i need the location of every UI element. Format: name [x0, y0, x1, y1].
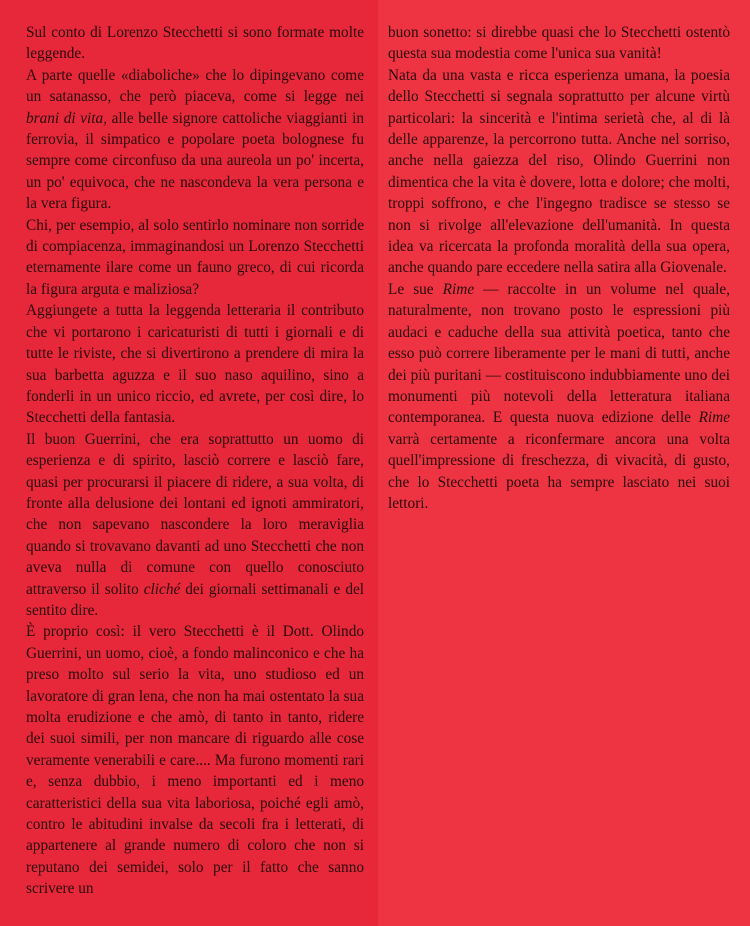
italic-run: cliché — [143, 580, 181, 598]
paragraph — [26, 65, 364, 215]
paragraph — [388, 65, 730, 279]
text-run: buon sonetto: si direbbe quasi che lo Stecchetti ostentò questa sua modestia come l'unica sua vanità! — [388, 24, 730, 63]
paragraph — [388, 279, 730, 514]
text-run: varrà certamente a riconfermare ancora una volta quell'impressione di freschezza, di vivacità, di gusto, che lo Stecchetti poeta ha sempre lasciato nei suoi lettori. — [388, 430, 730, 512]
paragraph — [26, 215, 364, 301]
text-run: dei giornali settimanali e del sentito dire. — [26, 580, 365, 619]
text-run: Nata da una vasta e ricca esperienza umana, la poesia dello Stecchetti si segnala soprattutto per alcune virtù particolari: la sincerità e l'intima serietà che, al di là delle apparenze, la percorrono tutta. Anche nel sorriso, anche nella gaiezza del riso, Olindo Guerrini non dimentica che la vita è dovere, lotta e dolore; che molti, troppi soffrono, e che l'ingegno tradisce se stesso se non si rivolge all'elevazione dell'umanità. In questa idea va ricercata la profonda moralità della sua opera, anche quando pare eccedere nella satira alla Giovenale. — [388, 66, 730, 277]
left-text-column — [26, 22, 364, 900]
italic-run: Rime — [698, 409, 730, 427]
text-run: , alle belle signore cattoliche viaggianti in ferrovia, il simpatico e popolare poeta bolognese fu sempre come circonfuso da una aureola un po' incerta, un po' equivoca, che ne nascondeva la vera persona e la vera figura. — [26, 109, 365, 213]
text-run: Sul conto di Lorenzo Stecchetti si sono formate molte leggende. — [26, 24, 364, 63]
text-run: Le sue — [388, 280, 443, 298]
text-run: Aggiungete a tutta la leggenda letteraria il contributo che vi portarono i caricaturisti di tutti i giornali e di tutte le riviste, che si divertirono a prendere di mira la sua barbetta aguzza e il suo naso aquilino, sino a fonderli in un unico riccio, ed avrete, per così dire, lo Stecchetti della fantasia. — [26, 302, 364, 427]
italic-run: Rime — [442, 280, 475, 298]
italic-run: brani di vita — [26, 109, 104, 127]
text-run: Il buon Guerrini, che era soprattutto un uomo di esperienza e di spirito, lasciò correre e lasciò fare, quasi per procurarsi il piacere di ridere, a sua volta, di fronte alla delusione dei lontani ed ignoti ammiratori, che non sapevano nascondere la loro meraviglia quando si trovavano davanti ad uno Stecchetti che non aveva nulla di comune con quello conosciuto attraverso il solito — [26, 430, 364, 598]
text-run: — raccolte in un volume nel quale, naturalmente, non trovano posto le espressioni più audaci e caduche della sua attività poetica, tanto che esso può correre liberamente per le mani di tutti, anche dei più puritani — costituiscono indubbiamente uno dei monumenti più notevoli della letteratura italiana contemporanea. E questa nuova edizione delle — [388, 280, 730, 427]
paragraph — [26, 300, 364, 428]
right-text-column — [388, 22, 730, 514]
text-run: A parte quelle «diaboliche» che lo dipingevano come un satanasso, che però piaceva, come si legge nei — [26, 66, 364, 106]
paragraph — [26, 621, 364, 899]
text-run: Chi, per esempio, al solo sentirlo nominare non sorride di compiacenza, immaginandosi un Lorenzo Stecchetti eternamente ilare come un fauno greco, di cui ricorda la figura arguta e maliziosa? — [26, 216, 364, 298]
paragraph — [26, 429, 364, 622]
text-run: È proprio così: il vero Stecchetti è il Dott. Olindo Guerrini, un uomo, cioè, a fondo malinconico e che ha preso molto sul serio la vita, uno studioso ed un lavoratore di gran lena, che non ha mai ostentato la sua molta erudizione e che amò, di tanto in tanto, ridere dei suoi simili, per non mancare di riguardo alle cose veramente venerabili e care.... Ma furono momenti rari e, senza dubbio, i meno importanti ed i meno caratteristici della sua vita laboriosa, poiché egli amò, contro le abitudini invalse da secoli fra i letterati, di appartenere al grande numero di coloro che non si reputano dei semidei, solo per il fatto che sanno scrivere un — [26, 623, 364, 898]
paragraph — [388, 22, 730, 65]
paragraph — [26, 22, 364, 65]
